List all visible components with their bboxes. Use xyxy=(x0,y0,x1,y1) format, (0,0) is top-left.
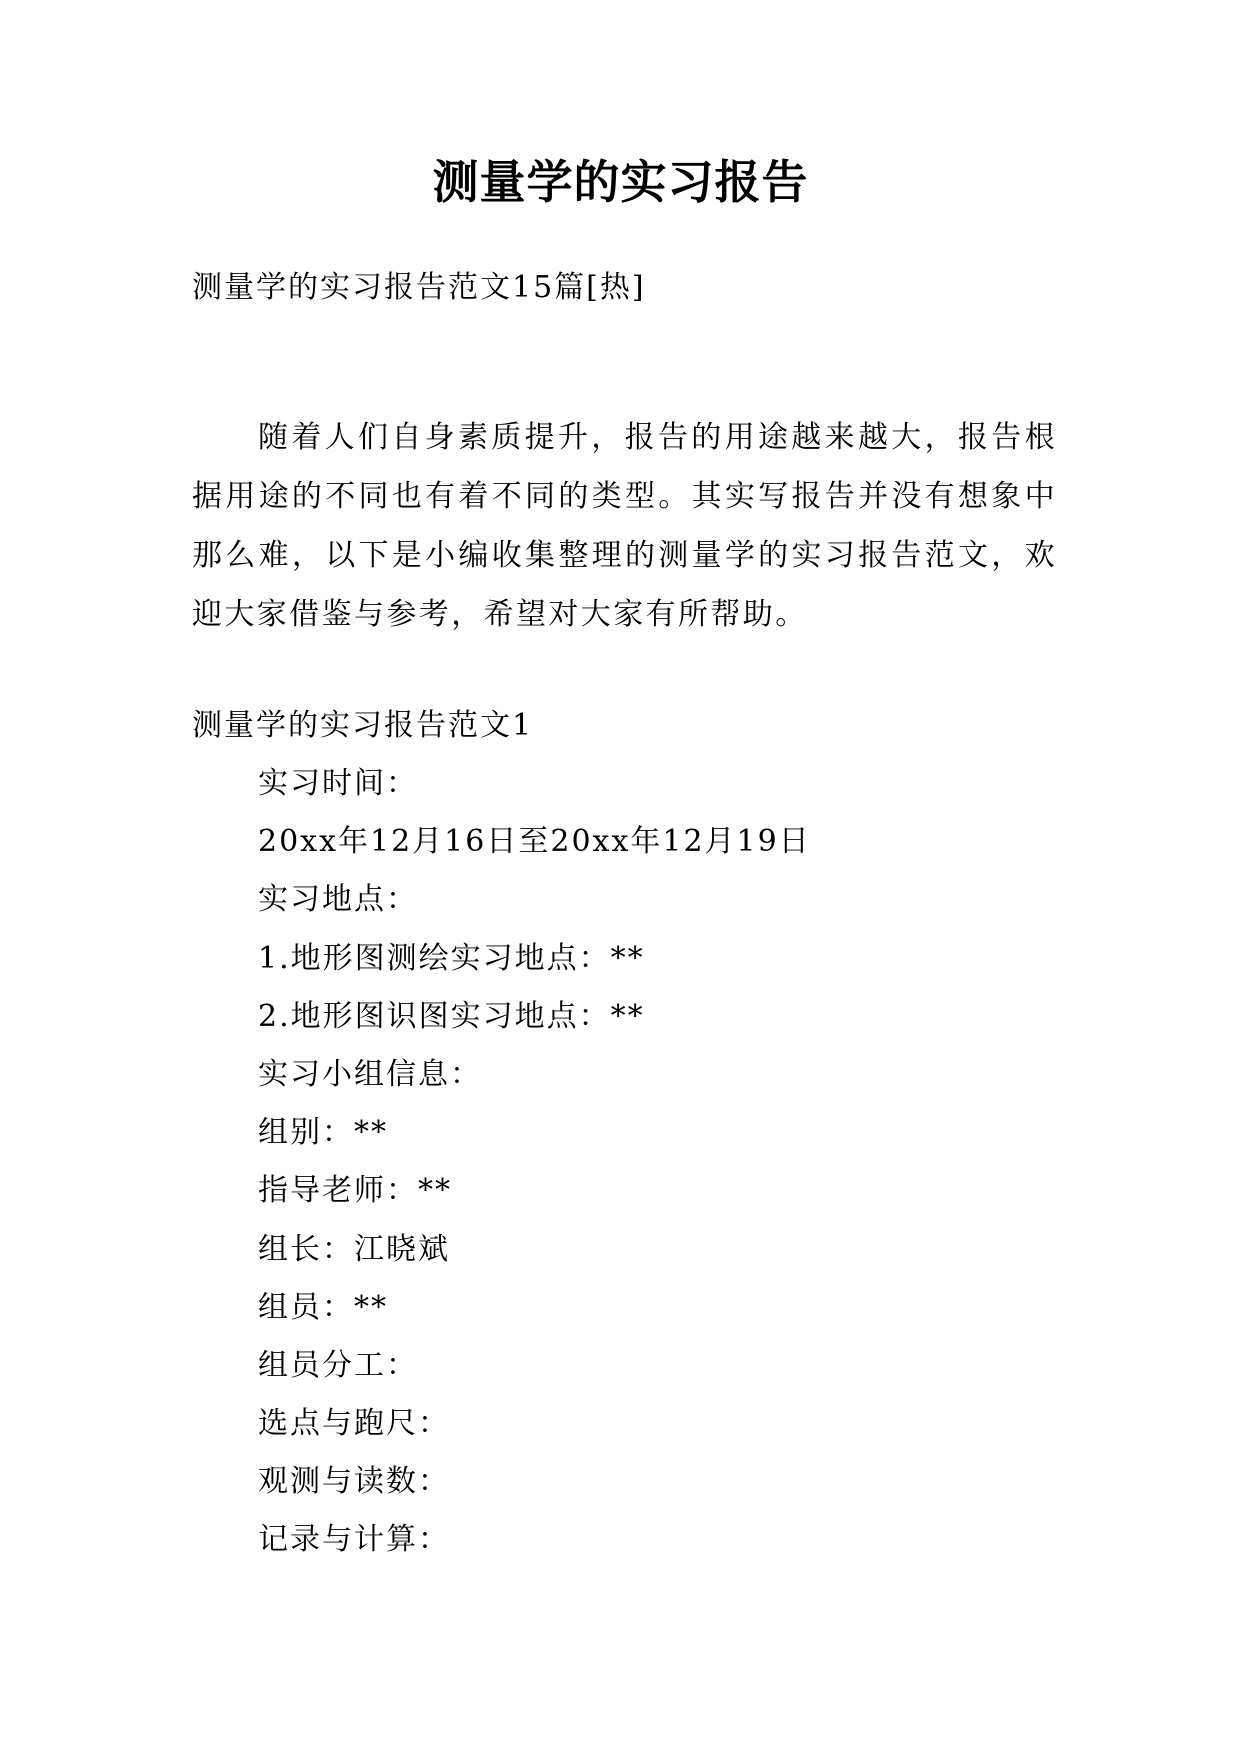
line-division-of-work-label: 组员分工： xyxy=(258,1347,418,1383)
intro-paragraph: 随着人们自身素质提升，报告的用途越来越大，报告根据用途的不同也有着不同的类型。其实写报告并没有想象中那么难，以下是小编收集整理的测量学的实习报告范文，欢迎大家借鉴与参考，希望对大家有所帮助。 xyxy=(192,420,1057,632)
line-internship-location-label: 实习地点： xyxy=(258,882,418,918)
line-internship-date-range: 20xx年12月16日至20xx年12月19日 xyxy=(258,824,811,860)
line-recording-calculation: 记录与计算： xyxy=(258,1522,450,1558)
line-group-members: 组员：** xyxy=(258,1289,388,1325)
line-group-leader: 组长：江晓斌 xyxy=(258,1231,450,1267)
line-location-mapping: 1.地形图测绘实习地点：** xyxy=(258,940,645,976)
line-internship-time-label: 实习时间： xyxy=(258,766,418,801)
document-subtitle: 测量学的实习报告范文15篇[热] xyxy=(192,270,646,305)
line-instructor: 指导老师：** xyxy=(258,1173,452,1209)
section-heading: 测量学的实习报告范文1 xyxy=(192,708,534,743)
report-lines xyxy=(258,764,1058,1579)
line-location-map-reading: 2.地形图识图实习地点：** xyxy=(258,998,645,1034)
line-group-number: 组别：** xyxy=(258,1115,388,1151)
line-group-info-label: 实习小组信息： xyxy=(258,1056,482,1092)
line-observation-reading: 观测与读数： xyxy=(258,1464,450,1500)
document-title: 测量学的实习报告 xyxy=(432,155,809,209)
line-point-selection: 选点与跑尺： xyxy=(258,1406,450,1442)
